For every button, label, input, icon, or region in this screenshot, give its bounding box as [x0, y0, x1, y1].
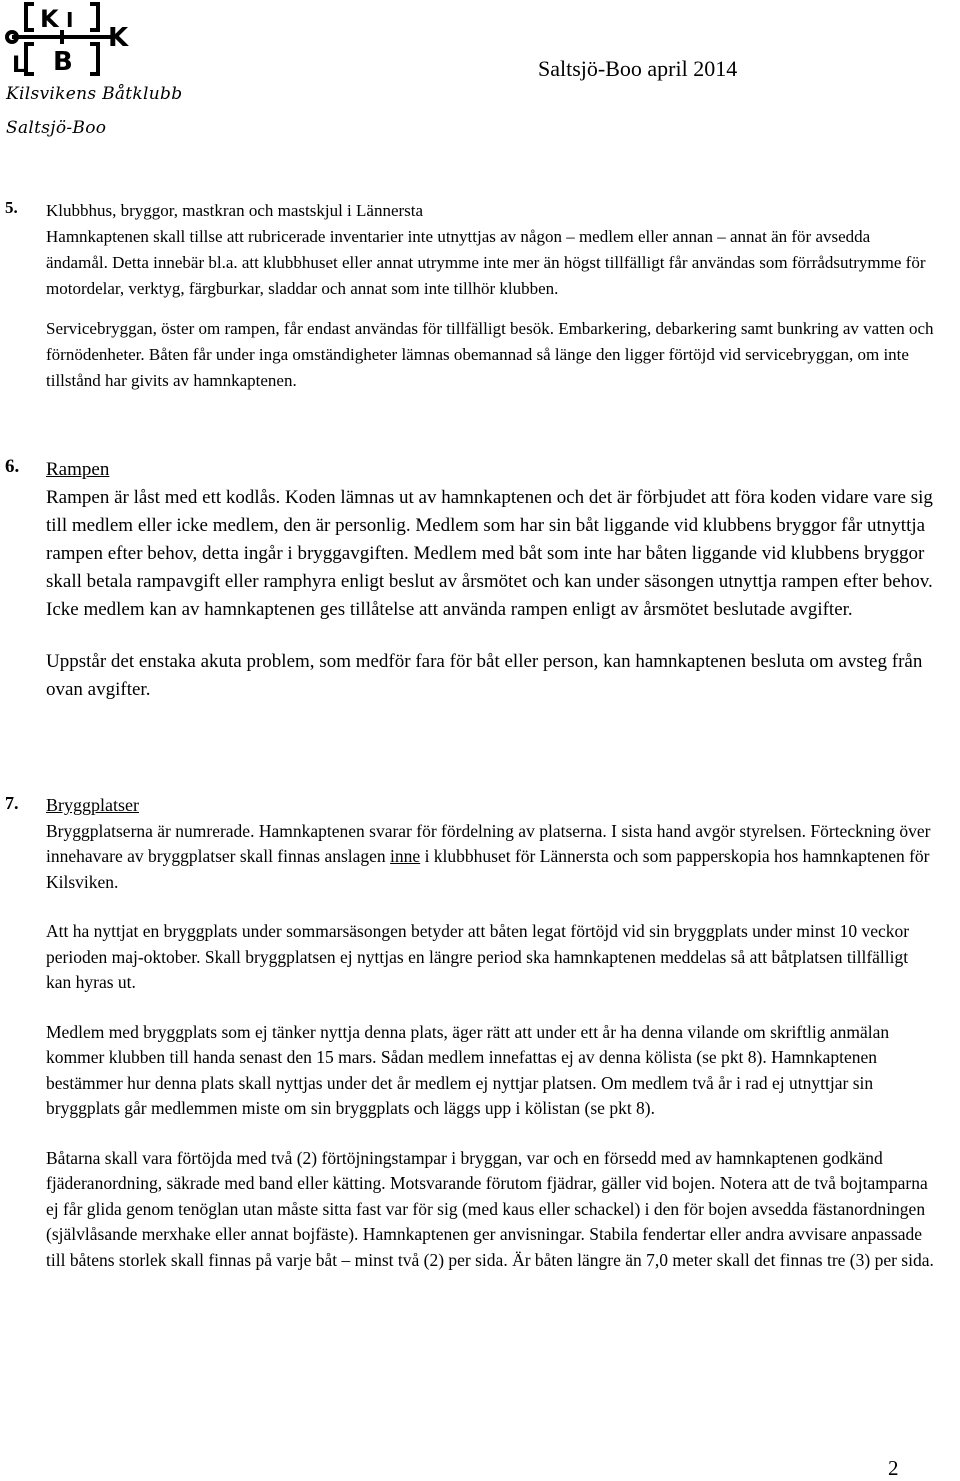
section-6-paragraph-1: Rampen är låst med ett kodlås. Koden lämnas ut av hamnkaptenen och det är förbjudet att föra koden vidare vare sig till medlem eller icke medlem, den är personlig. Medlem som har sin båt liggande vid klubbens bryggor får utnyttja rampen efter behov, detta ingår i bryggavgiften. Medlem med båt som inte har båten liggande vid klubbens bryggor skall betala rampavgift eller ramphyra enligt beslut av årsmötet och kan under säsongen utnyttja rampen efter behov. Icke medlem kan av hamnkaptenen ges tillåtelse att använda rampen enligt av årsmötet beslutade avgifter.: [46, 487, 933, 620]
section-5-paragraph-2: Servicebryggan, öster om rampen, får endast användas för tillfälligt besök. Embarkering, debarkering samt bunkring av vatten och förnödenheter. Båten får under inga omständigheter lämnas obemannad så länge den ligger förtöjd vid servicebryggan, om inte tillstånd har givits av hamnkaptenen.: [46, 319, 934, 390]
club-place: Saltsjö-Boo: [6, 118, 107, 138]
section-6: [5, 456, 935, 704]
section-7-paragraph-2: Att ha nyttjat en bryggplats under sommarsäsongen betyder att båten legat förtöjd vid sin bryggplats under minst 10 veckor perioden maj-oktober. Skall bryggplatsen ej nyttjas en längre period ska hamnkaptenen meddelas så att båtplatsen tillfälligt kan hyras ut.: [46, 921, 910, 992]
section-7-number: 7.: [5, 793, 19, 813]
club-name: Kilsvikens Båtklubb: [6, 84, 183, 104]
svg-text:I: I: [66, 8, 74, 32]
section-7-paragraph-1: [46, 819, 935, 896]
section-7-paragraph-1-part-b: i klubbhuset för Lännersta och som papperskopia hos hamnkaptenen för Kilsviken.: [46, 846, 930, 892]
section-5-number: 5.: [5, 198, 18, 217]
section-7-paragraph-1-underlined: inne: [390, 846, 421, 866]
section-7-paragraph-1-part-a: Bryggplatserna är numrerade. Hamnkaptenen svarar för fördelning av platserna. I sista hand avgör styrelsen. Förteckning över innehavare av bryggplatser skall finnas anslagen: [46, 820, 931, 866]
section-7: [5, 793, 935, 1273]
section-6-number: 6.: [5, 456, 20, 477]
svg-text:K: K: [40, 5, 59, 33]
svg-text:L: L: [12, 53, 27, 78]
section-7-paragraph-3: Medlem med bryggplats som ej tänker nyttja denna plats, äger rätt att under ett år ha denna vilande om skriftlig anmälan kommer klubben till handa senast den 15 mars. Sådan medlem innefattas ej av denna kölista (se pkt 8). Hamnkaptenen bestämmer hur denna plats skall nyttjas under det år medlem ej nyttjar platsen. Om medlem två år i rad ej utnyttjar sin bryggplats går medlemmen miste om sin bryggplats och läggs upp i kölistan (se pkt 8).: [46, 1021, 890, 1118]
section-6-paragraph-2: Uppstår det enstaka akuta problem, som medför fara för båt eller person, kan hamnkaptenen besluta om avsteg från ovan avgifter.: [46, 651, 923, 700]
page-number: 2: [888, 1456, 899, 1480]
club-logo: [4, 0, 134, 80]
section-5-paragraph-1: Hamnkaptenen skall tillse att rubricerade inventarier inte utnyttjas av någon – medlem eller annan – annat än för avsedda ändamål. Detta innebär bl.a. att klubbhuset eller annat utrymme inte mer än högst tillfälligt får användas som förrådsutrymme för motordelar, verktyg, färgburkar, sladdar och annat som inte tillhör klubben.: [46, 227, 926, 298]
section-7-title: Bryggplatser: [46, 795, 139, 815]
svg-text:K: K: [108, 23, 129, 53]
svg-text:B: B: [53, 47, 73, 77]
section-6-title: Rampen: [46, 459, 110, 480]
section-7-paragraph-4: Båtarna skall vara förtöjda med två (2) förtöjningstampar i bryggan, var och en försedd med av hamnkaptenen godkänd fjäderanordning, säkrade med band eller kätting. Motsvarande förutom fjädrar, gäller vid bojen. Notera att de två bojtamparna ej får glida genom tenöglan utan måste sitta fast var för sig (med kaus eller schackel) i den för bojen avsedda fästanordningen (självlåsande merxhake eller annat bojfäste). Hamnkaptenen ger anvisningar. Stabila fendertar eller andra avvisare anpassade till båtens storlek skall finnas på varje båt – minst två (2) per sida. Är båten längre än 7,0 meter skall det finnas tre (3) per sida.: [46, 1147, 934, 1270]
document-date: Saltsjö-Boo april 2014: [538, 56, 738, 81]
section-5: [5, 198, 935, 394]
section-5-title: Klubbhus, bryggor, mastkran och mastskjul i Lännersta: [46, 201, 424, 220]
